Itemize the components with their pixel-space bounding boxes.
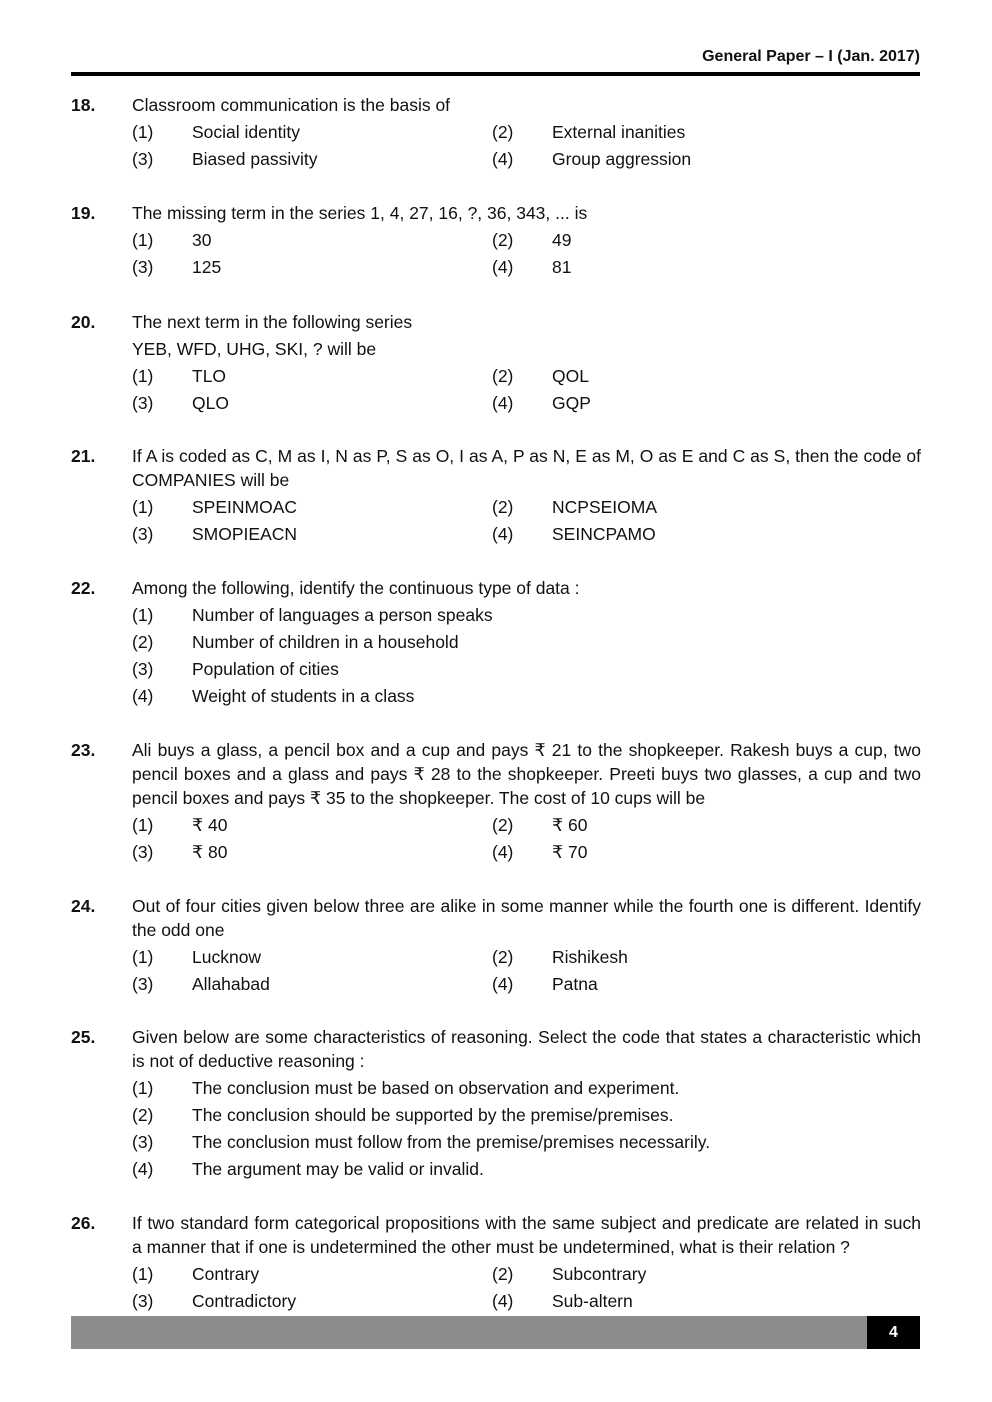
question-23 [71,738,921,864]
question-20 [71,310,921,415]
question-text: Given below are some characteristics of reasoning. Select the code that states a characteristic which is not of deductive reasoning : [132,1027,921,1071]
page-header-title: General Paper – I (Jan. 2017) [702,48,920,65]
options: (1) 30 (2) 49 (3) 125 (4) 81 [132,230,572,277]
question-text: The missing term in the series 1, 4, 27, 16, ?, 36, 343, ... is [132,203,588,223]
options: (1) TLO (2) QOL (3) QLO (4) GQP [132,366,591,413]
question-number: 22. [71,578,96,598]
header-rule [71,72,920,76]
footer-bar [71,1316,867,1349]
question-text: If two standard form categorical propositions with the same subject and predicate are related in such a manner that if one is undetermined the other must be undetermined, what is their relation ? [132,1213,921,1257]
question-21 [71,444,921,546]
question-text: Classroom communication is the basis of [132,95,451,115]
question-25 [71,1025,921,1181]
options: (1) Number of languages a person speaks (2) Number of children in a household (3) Population of cities (4) Weight of students in a class [132,605,493,706]
options: (1) The conclusion must be based on observation and experiment. (2) The conclusion should be supported by the premise/premises. (3) The conclusion must follow from the premise/premises necessarily. (4) The argument may be valid or invalid. [132,1078,711,1179]
question-number: 24. [71,896,96,916]
question-18 [71,93,921,171]
question-number: 23. [71,740,96,760]
page-number: 4 [867,1316,920,1349]
question-text: Among the following, identify the continuous type of data : [132,578,580,598]
question-text-line-2: YEB, WFD, UHG, SKI, ? will be [132,339,377,359]
question-19 [71,201,921,279]
question-number: 21. [71,446,96,466]
options: (1) ₹ 40 (2) ₹ 60 (3) ₹ 80 (4) ₹ 70 [132,815,588,862]
options: (1) Contrary (2) Subcontrary (3) Contradictory (4) Sub-altern [132,1264,647,1311]
question-number: 20. [71,312,96,332]
question-24 [71,894,921,996]
question-26 [71,1211,921,1313]
question-number: 18. [71,95,96,115]
question-number: 26. [71,1213,96,1233]
question-text: Out of four cities given below three are alike in some manner while the fourth one is different. Identify the odd one [132,896,921,940]
options: (1) SPEINMOAC (2) NCPSEIOMA (3) SMOPIEACN (4) SEINCPAMO [132,497,658,544]
question-text: The next term in the following series [132,312,413,332]
question-22 [71,576,921,708]
question-text: Ali buys a glass, a pencil box and a cup and pays ₹ 21 to the shopkeeper. Rakesh buys a cup, two pencil boxes and a glass and pays ₹ 28 to the shopkeeper. Preeti buys two glasses, a cup and two pencil boxes and pays ₹ 35 to the shopkeeper. The cost of 10 cups will be [132,740,921,808]
options: (1) Lucknow (2) Rishikesh (3) Allahabad (4) Patna [132,947,628,994]
options: (1) Social identity (2) External inanities (3) Biased passivity (4) Group aggression [132,122,692,169]
question-text: If A is coded as C, M as I, N as P, S as O, I as A, P as N, E as M, O as E and C as S, then the code of COMPANIES will be [132,446,921,490]
question-number: 19. [71,203,96,223]
question-number: 25. [71,1027,96,1047]
